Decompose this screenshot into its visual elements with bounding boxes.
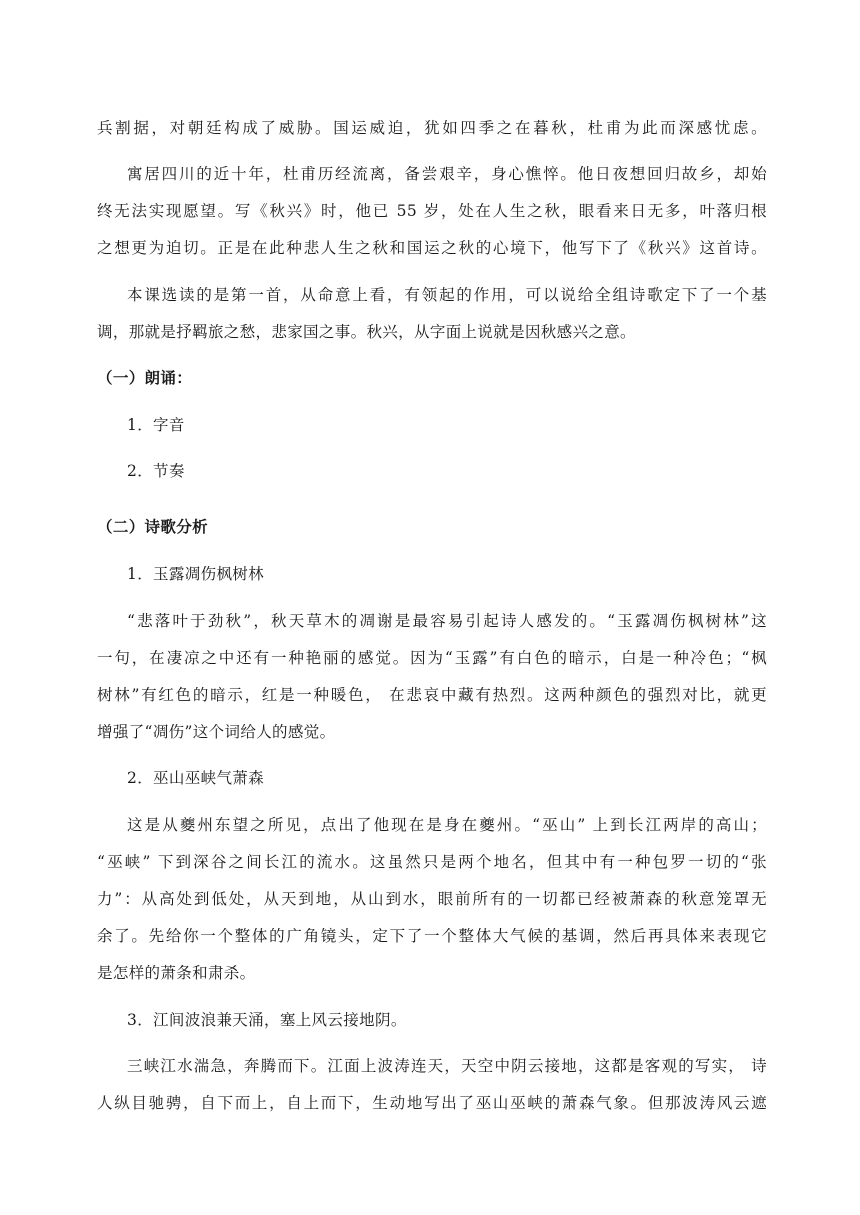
list-item: 2．节奏 [127, 462, 185, 480]
list-item: 1．字音 [127, 416, 185, 434]
subsection-heading: 1．玉露凋伤枫树林 [127, 565, 265, 583]
paragraph-line: 寓居四川的近十年，杜甫历经流离，备尝艰辛，身心憔悴。他日夜想回归故乡，却始 [127, 165, 767, 183]
subsection-heading: 2．巫山巫峡气萧森 [127, 769, 265, 787]
paragraph-line: 本课选读的是第一首，从命意上看，有领起的作用，可以说给全组诗歌定下了一个基 [127, 286, 767, 304]
subsection-heading: 3．江间波浪兼天涌，塞上风云接地阴。 [127, 1011, 407, 1029]
paragraph-line: 是怎样的萧条和肃杀。 [97, 964, 256, 982]
paragraph-line: “悲落叶于劲秋”，秋天草木的凋谢是最容易引起诗人感发的。“玉露凋伤枫树林”这 [127, 612, 767, 630]
paragraph-line: 调，那就是抒羁旅之愁，悲家国之事。秋兴，从字面上说就是因秋感兴之意。 [97, 323, 636, 341]
paragraph-line: “巫峡” 下到深谷之间长江的流水。这虽然只是两个地名，但其中有一种包罗一切的“张 [97, 853, 767, 871]
paragraph-line: 兵割据，对朝廷构成了威胁。国运威迫，犹如四季之在暮秋，杜甫为此而深感忧虑。 [97, 119, 767, 137]
paragraph-line: 增强了“凋伤”这个词给人的感觉。 [97, 723, 336, 741]
paragraph-line: 终无法实现愿望。写《秋兴》时，他已 55 岁，处在人生之秋，眼看来日无多，叶落归根 [97, 202, 767, 220]
paragraph-line: 这是从夔州东望之所见，点出了他现在是身在夔州。“巫山” 上到长江两岸的高山； [127, 816, 767, 834]
paragraph-line: 三峡江水湍急，奔腾而下。江面上波涛连天，天空中阴云接地，这都是客观的写实， 诗 [127, 1057, 767, 1075]
paragraph-line: 余了。先给你一个整体的广角镜头，定下了一个整体大气候的基调，然后再具体来表现它 [97, 927, 767, 945]
section-heading: （二）诗歌分析 [97, 517, 208, 536]
paragraph-line: 人纵目驰骋，自下而上，自上而下，生动地写出了巫山巫峡的萧森气象。但那波涛风云遮 [97, 1094, 767, 1112]
paragraph-line: 树林”有红色的暗示，红是一种暖色， 在悲哀中藏有热烈。这两种颜色的强烈对比，就更 [97, 686, 767, 704]
section-heading: （一）朗诵： [97, 368, 193, 387]
paragraph-line: 之想更为迫切。正是在此种悲人生之秋和国运之秋的心境下，他写下了《秋兴》这首诗。 [97, 239, 767, 257]
paragraph-line: 力”：从高处到低处，从天到地，从山到水，眼前所有的一切都已经被萧森的秋意笼罩无 [97, 890, 767, 908]
paragraph-line: 一句，在凄凉之中还有一种艳丽的感觉。因为“玉露”有白色的暗示，白是一种冷色；“枫 [97, 649, 767, 667]
